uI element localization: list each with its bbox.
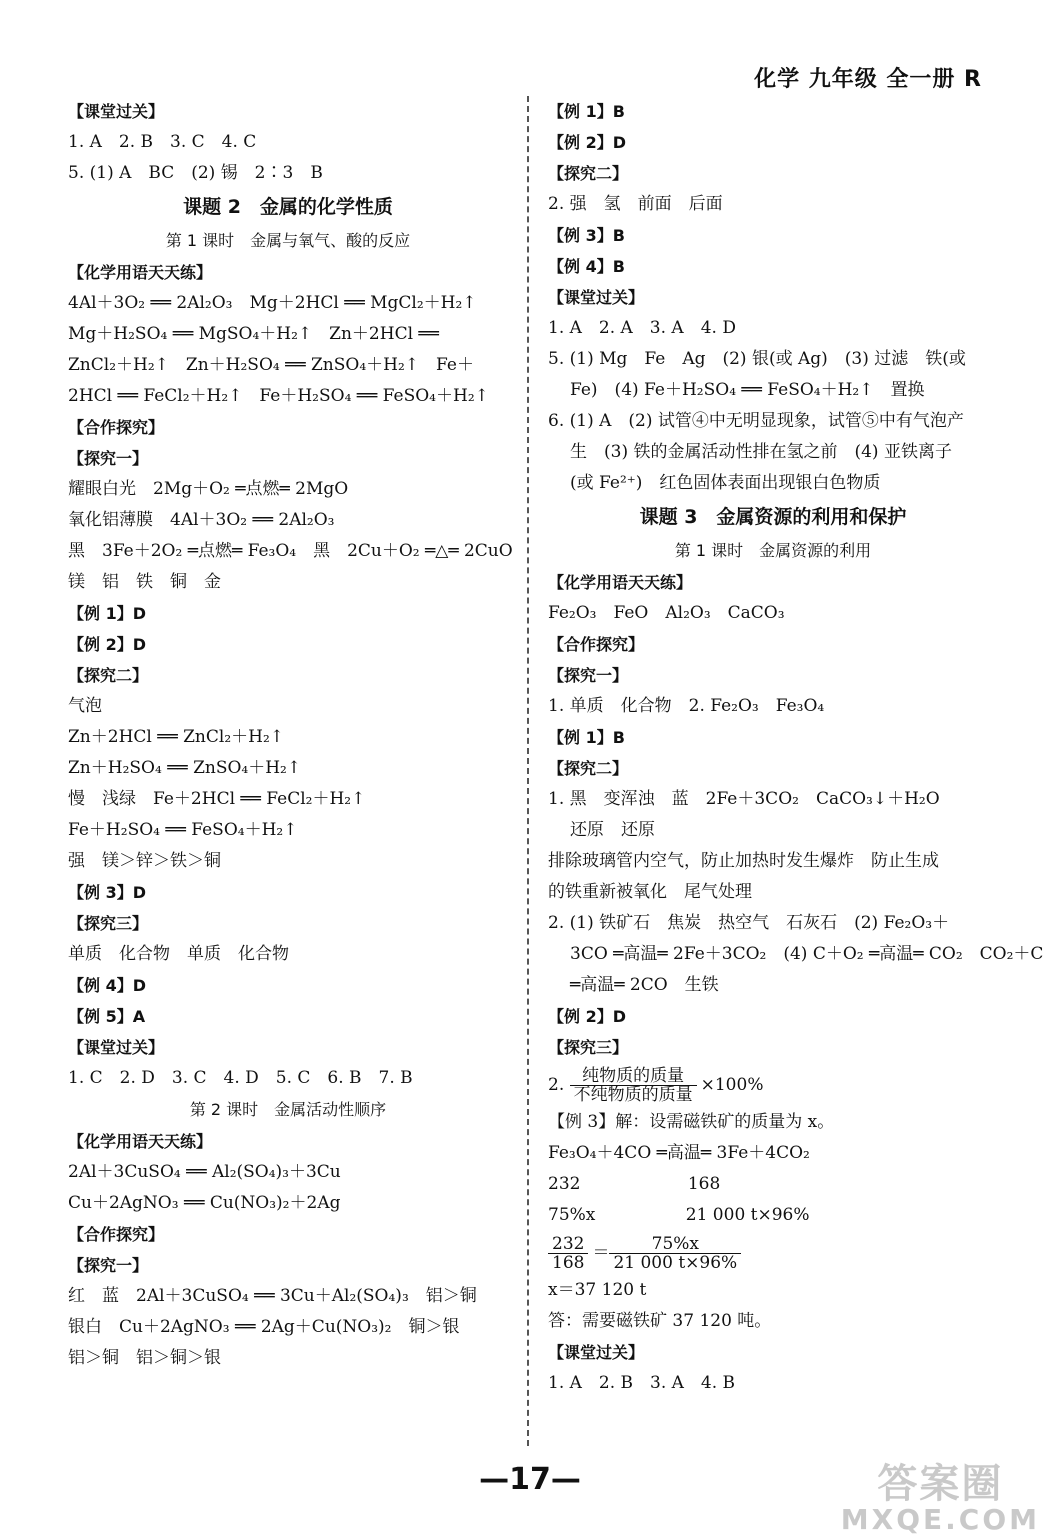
answer-line: 2HCl ══ FeCl₂＋H₂↑ Fe＋H₂SO₄ ══ FeSO₄＋H₂↑ [68,386,489,406]
answer-line: ZnCl₂＋H₂↑ Zn＋H₂SO₄ ══ ZnSO₄＋H₂↑ Fe＋ [68,355,474,375]
answer-line: 3CO ═高温═ 2Fe＋3CO₂ (4) C＋O₂ ═高温═ CO₂ CO₂＋C [570,944,1044,964]
answer-line: 【例 3】解：设需磁铁矿的质量为 x。 [548,1112,835,1132]
page-number: —17— [479,1462,581,1497]
section-label: 【例 1】B [548,102,625,121]
section-label: 【例 3】B [548,226,625,245]
answer-line: 1. C 2. D 3. C 4. D 5. C 6. B 7. B [68,1068,413,1088]
answer-line: 还原 还原 [570,820,655,840]
proportion-line [548,1231,998,1275]
equals-sign: ＝ [592,1243,610,1263]
fraction-numerator: 纯物质的质量 [570,1067,697,1086]
section-label: 【化学用语天天练】 [68,263,213,282]
section-label: 【例 4】D [68,976,146,995]
answer-line: Zn＋H₂SO₄ ══ ZnSO₄＋H₂↑ [68,758,302,778]
answer-line: 的铁重新被氧化 尾气处理 [548,882,752,902]
column-divider [527,96,529,1446]
answer-line: 强 镁＞锌＞铁＞铜 [68,851,221,871]
answer-line: 耀眼白光 2Mg＋O₂ ═点燃═ 2MgO [68,479,349,499]
answer-line: Fe₂O₃ FeO Al₂O₃ CaCO₃ [548,603,785,623]
answer-line: 6. (1) A (2) 试管④中无明显现象，试管⑤中有气泡产 [548,411,964,431]
answer-line: Zn＋2HCl ══ ZnCl₂＋H₂↑ [68,727,285,747]
answer-line: Fe₃O₄＋4CO ═高温═ 3Fe＋4CO₂ [548,1143,810,1163]
section-label: 【探究二】 [68,666,149,685]
answer-line: 镁 铝 铁 铜 金 [68,572,221,592]
answer-line: 排除玻璃管内空气，防止加热时发生爆炸 防止生成 [548,851,939,871]
section-label: 【课堂过关】 [68,1038,165,1057]
answer-line: 铝＞铜 铝＞铜＞银 [68,1348,221,1368]
answer-line: 1. A 2. A 3. A 4. D [548,318,736,338]
section-heading: 课题 2 金属的化学性质 [183,196,393,218]
fraction-numerator: 232 [548,1235,588,1254]
section-label: 【例 2】D [548,1007,626,1026]
fraction-denominator: 168 [552,1253,585,1273]
section-heading: 课题 3 金属资源的利用和保护 [639,506,907,528]
subsection-heading: 第 1 课时 金属与氧气、酸的反应 [165,231,411,250]
answer-line: 银白 Cu＋2AgNO₃ ══ 2Ag＋Cu(NO₃)₂ 铜＞银 [68,1317,460,1337]
watermark-text: 答案圈 [877,1461,1004,1507]
section-label: 【例 5】A [68,1007,146,1026]
fraction-denominator: 21 000 t×96% [613,1253,738,1273]
section-label: 【探究三】 [548,1038,629,1057]
watermark-logo [840,1461,1040,1538]
section-label: 【探究一】 [68,1256,149,1275]
answer-line: 1. A 2. B 3. C 4. C [68,132,257,152]
answer-line: 黑 3Fe＋2O₂ ═点燃═ Fe₃O₄ 黑 2Cu＋O₂ ═△═ 2CuO [68,541,513,561]
answer-line: 4Al＋3O₂ ══ 2Al₂O₃ Mg＋2HCl ══ MgCl₂＋H₂↑ [68,293,477,313]
section-label: 【合作探究】 [68,418,165,437]
answer-line: (或 Fe²⁺) 红色固体表面出现银白色物质 [570,473,881,493]
answer-line: Fe＋H₂SO₄ ══ FeSO₄＋H₂↑ [68,820,298,840]
answer-line: 慢 浅绿 Fe＋2HCl ══ FeCl₂＋H₂↑ [68,789,366,809]
section-label: 【课堂过关】 [548,1343,645,1362]
fraction [609,1235,741,1272]
section-label: 【合作探究】 [548,635,645,654]
answer-line: 75%x 21 000 t×96% [548,1205,810,1225]
answer-line: Cu＋2AgNO₃ ══ Cu(NO₃)₂＋2Ag [68,1193,341,1213]
fraction-denominator: 不纯物质的质量 [573,1085,693,1105]
section-label: 【例 1】B [548,728,625,747]
section-label: 【课堂过关】 [68,102,165,121]
answer-line: 答：需要磁铁矿 37 120 吨。 [548,1311,772,1331]
section-label: 【探究一】 [548,666,629,685]
fraction [548,1235,588,1272]
section-label: 【探究二】 [548,759,629,778]
answer-line: 氧化铝薄膜 4Al＋3O₂ ══ 2Al₂O₃ [68,510,335,530]
answer-line: 单质 化合物 单质 化合物 [68,944,289,964]
answer-line: 2. (1) 铁矿石 焦炭 热空气 石灰石 (2) Fe₂O₃＋ [548,913,950,933]
fraction-numerator: 75%x [609,1235,741,1254]
answer-line: 2. 强 氢 前面 后面 [548,194,723,214]
answer-line: 2Al＋3CuSO₄ ══ Al₂(SO₄)₃＋3Cu [68,1162,341,1182]
page-header: 化学 九年级 全一册 R [754,67,982,92]
answer-line: 5. (1) Mg Fe Ag (2) 银(或 Ag) (3) 过滤 铁(或 [548,349,966,369]
answer-line: x＝37 120 t [548,1280,647,1300]
subsection-heading: 第 2 课时 金属活动性顺序 [189,1100,387,1119]
section-label: 【探究一】 [68,449,149,468]
section-label: 【例 3】D [68,883,146,902]
fraction [570,1067,697,1104]
answer-line: ═高温═ 2CO 生铁 [570,975,719,995]
section-label: 【探究二】 [548,164,629,183]
answer-line: 232 168 [548,1174,721,1194]
section-label: 【化学用语天天练】 [68,1132,213,1151]
answer-line: 5. (1) A BC (2) 锡 2∶3 B [68,163,323,183]
answer-line: Fe) (4) Fe＋H₂SO₄ ══ FeSO₄＋H₂↑ 置换 [570,380,925,400]
answer-line: 1. 单质 化合物 2. Fe₂O₃ Fe₃O₄ [548,696,825,716]
subsection-heading: 第 1 课时 金属资源的利用 [674,541,872,560]
section-label: 【课堂过关】 [548,288,645,307]
answer-line: 1. 黑 变浑浊 蓝 2Fe＋3CO₂ CaCO₃↓＋H₂O [548,789,940,809]
section-label: 【例 2】D [548,133,626,152]
formula-prefix: 2. [548,1075,570,1095]
right-column [548,96,1044,1399]
section-label: 【例 2】D [68,635,146,654]
section-label: 【化学用语天天练】 [548,573,693,592]
formula-line [548,1063,998,1107]
formula-suffix: ×100% [700,1075,764,1095]
answer-line: 生 (3) 铁的金属活动性排在氢之前 (4) 亚铁离子 [570,442,952,462]
left-column [68,96,513,1374]
section-label: 【例 4】B [548,257,625,276]
answer-line: Mg＋H₂SO₄ ══ MgSO₄＋H₂↑ Zn＋2HCl ══ [68,324,439,344]
watermark-url: MXQE.COM [840,1503,1040,1536]
section-label: 【探究三】 [68,914,149,933]
answer-line: 1. A 2. B 3. A 4. B [548,1373,736,1393]
answer-line: 气泡 [68,696,102,716]
section-label: 【合作探究】 [68,1225,165,1244]
section-label: 【例 1】D [68,604,146,623]
answer-line: 红 蓝 2Al＋3CuSO₄ ══ 3Cu＋Al₂(SO₄)₃ 铝＞铜 [68,1286,477,1306]
